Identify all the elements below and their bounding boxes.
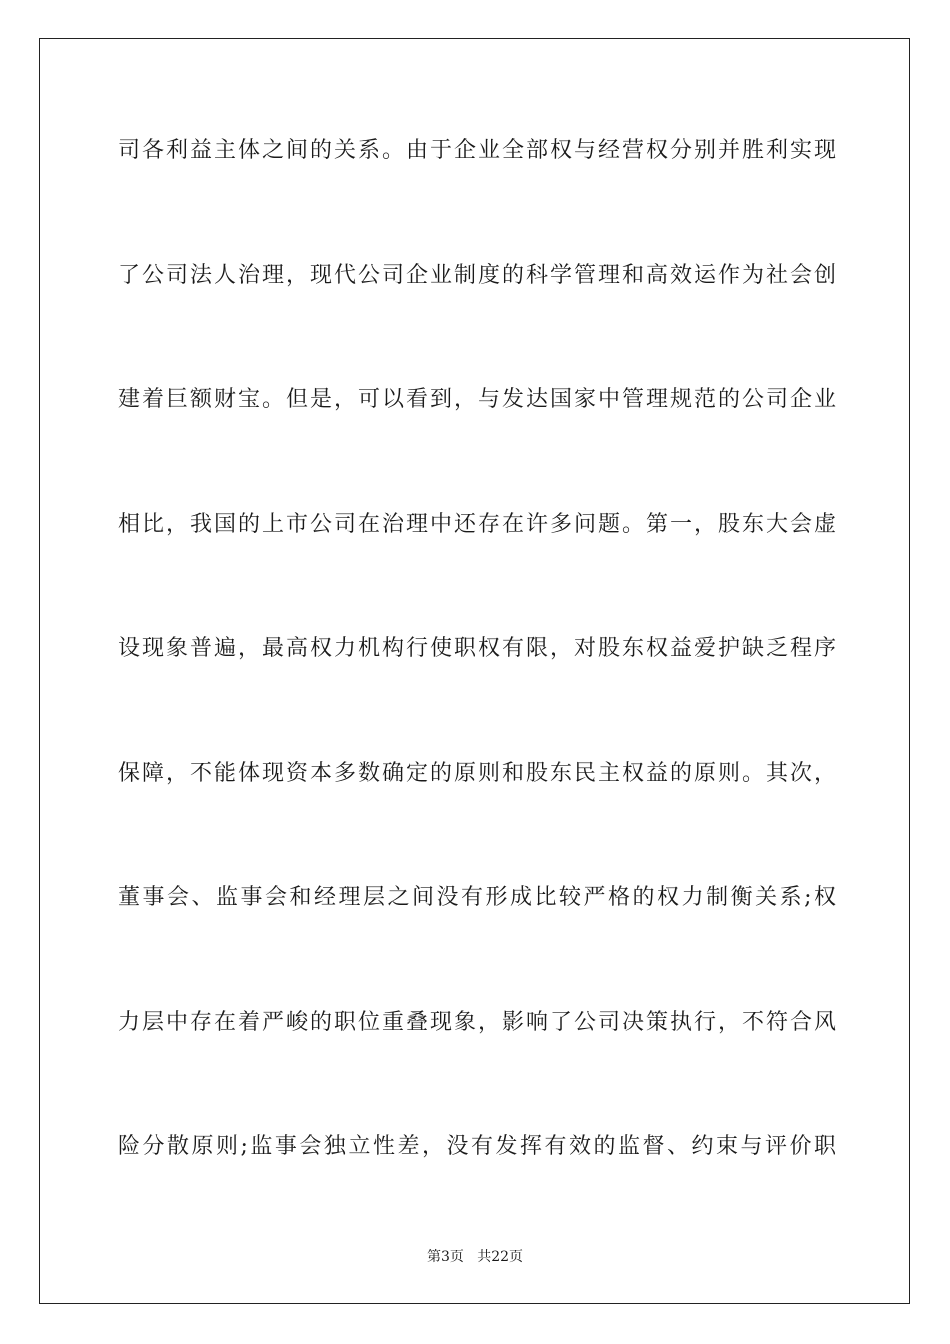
text-line: 保障，不能体现资本多数确定的原则和股东民主权益的原则。其次， [118,760,839,786]
page-footer [0,1246,950,1266]
document-body [118,120,838,1241]
total-suffix: 页 [509,1249,524,1265]
text-line: 司各利益主体之间的关系。由于企业全部权与经营权分别并胜利实现 [118,138,839,163]
total-pages-number: 22 [491,1249,510,1265]
text-line: 董事会、监事会和经理层之间没有形成比较严格的权力制衡关系;权 [118,885,838,910]
text-line: 力层中存在着严峻的职位重叠现象，影响了公司决策执行，不符合风 [118,1009,839,1035]
text-line: 险分散原则;监事会独立性差，没有发挥有效的监督、约束与评价职 [118,1134,838,1159]
page-suffix: 页 [449,1249,464,1265]
text-line: 相比，我国的上市公司在治理中还存在许多问题。第一，股东大会虚 [118,511,839,537]
total-prefix: 共 [477,1249,492,1265]
page-prefix: 第 [426,1249,441,1265]
text-line: 了公司法人治理，现代公司企业制度的科学管理和高效运作为社会创 [118,262,839,288]
current-page-number: 3 [440,1249,450,1265]
text-line: 设现象普遍，最高权力机构行使职权有限，对股东权益爱护缺乏程序 [118,636,839,661]
text-line: 建着巨额财宝。但是，可以看到，与发达国家中管理规范的公司企业 [118,387,839,412]
